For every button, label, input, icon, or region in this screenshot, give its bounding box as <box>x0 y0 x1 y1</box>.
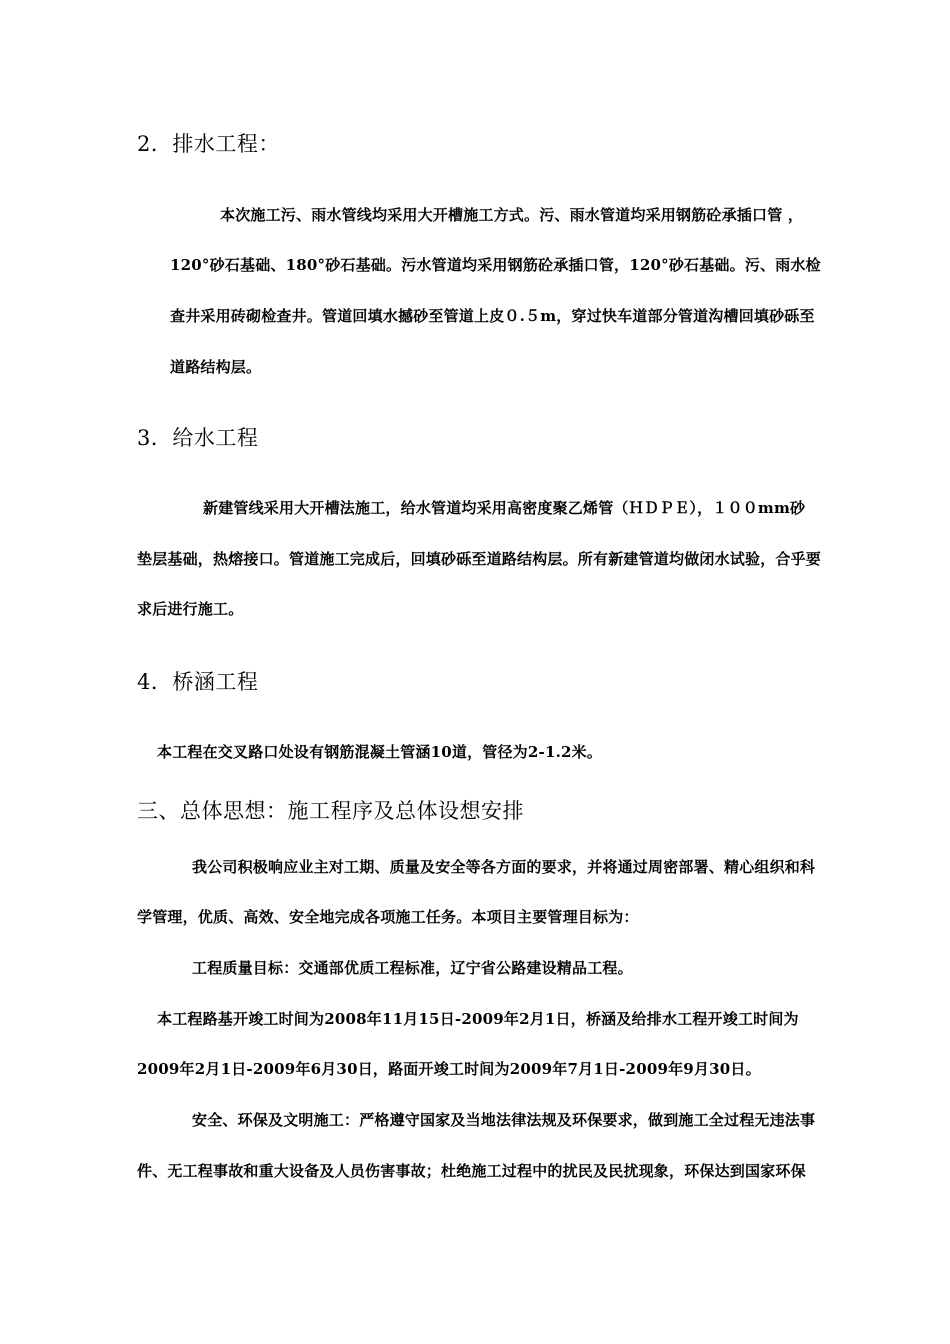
paragraph-line: 新建管线采用大开槽法施工，给水管道均采用高密度聚乙烯管（ＨＤＰＥ），１００mm砂 <box>203 499 806 517</box>
section-heading-water-supply: 3．给水工程 <box>137 426 259 450</box>
paragraph-line: 本次施工污、雨水管线均采用大开槽施工方式。污、雨水管道均采用钢筋砼承插口管 ， <box>220 206 804 224</box>
paragraph-line: 学管理，优质、高效、安全地完成各项施工任务。本项目主要管理目标为： <box>137 908 639 926</box>
paragraph-line: 安全、环保及文明施工：严格遵守国家及当地法律法规及环保要求，做到施工全过程无违法事 <box>192 1111 816 1129</box>
paragraph-line: 件、无工程事故和重大设备及人员伤害事故；杜绝施工过程中的扰民及民扰现象，环保达到国家环保 <box>137 1162 806 1180</box>
paragraph-line: 道路结构层。 <box>170 358 262 376</box>
paragraph-line: 垫层基础，热熔接口。管道施工完成后，回填砂砾至道路结构层。所有新建管道均做闭水试验，合乎要 <box>137 550 822 568</box>
paragraph-line: 120°砂石基础、180°砂石基础。污水管道均采用钢筋砼承插口管，120°砂石基础。污、雨水检 <box>170 256 821 274</box>
section-heading-bridges: 4．桥涵工程 <box>137 670 259 694</box>
section-heading-drainage: 2．排水工程： <box>137 132 280 156</box>
paragraph-line: 我公司积极响应业主对工期、质量及安全等各方面的要求，并将通过周密部署、精心组织和科 <box>192 858 816 876</box>
section-heading-overall-plan: 三、总体思想：施工程序及总体设想安排 <box>137 799 524 823</box>
paragraph-line: 本工程路基开竣工时间为2008年11月15日-2009年2月1日，桥涵及给排水工程开竣工时间为 <box>157 1010 799 1028</box>
paragraph-line: 2009年2月1日-2009年6月30日，路面开竣工时间为2009年7月1日-2009年9月30日。 <box>137 1060 761 1078</box>
paragraph-line: 求后进行施工。 <box>137 600 244 618</box>
paragraph-line: 工程质量目标：交通部优质工程标准，辽宁省公路建设精品工程。 <box>192 959 633 977</box>
paragraph-line: 本工程在交叉路口处设有钢筋混凝土管涵10道，管径为2-1.2米。 <box>157 743 603 761</box>
paragraph-line: 查井采用砖砌检查井。管道回填水撼砂至管道上皮０.５m，穿过快车道部分管道沟槽回填砂砾至 <box>170 307 815 325</box>
